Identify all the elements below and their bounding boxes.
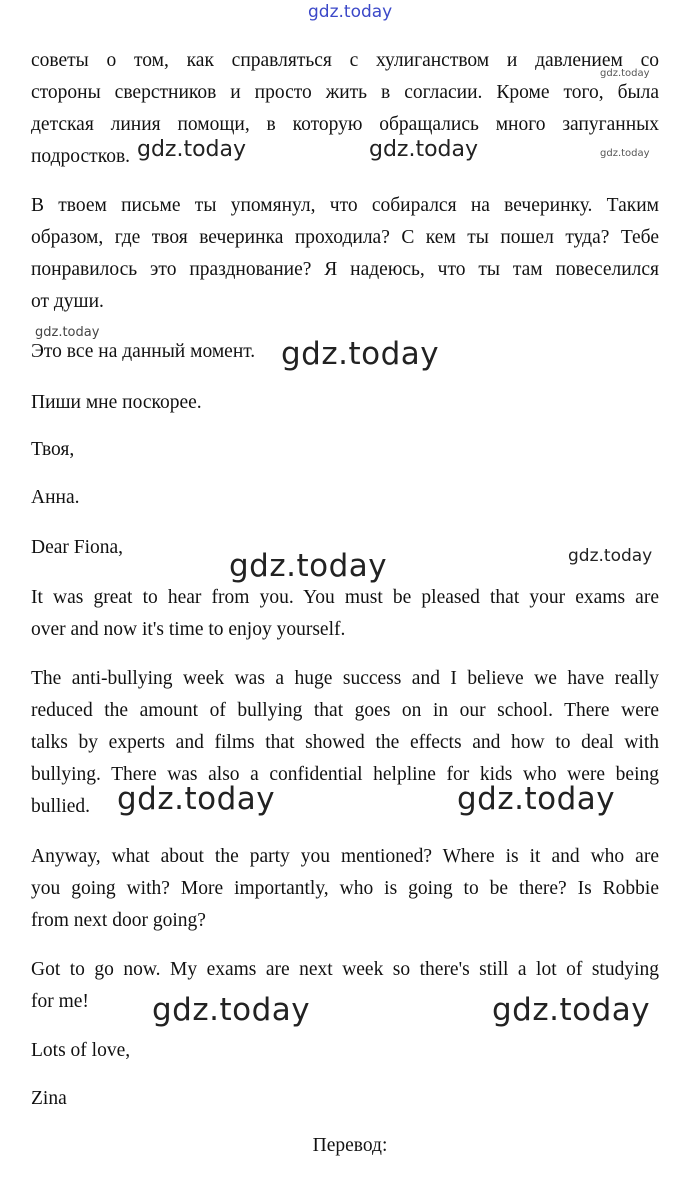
watermark: gdz.today	[117, 781, 276, 817]
en-p4-line-1: Got to go now. My exams are next week so there's still a lot of studying	[31, 959, 659, 980]
en-greeting: Dear Fiona,	[31, 537, 124, 558]
watermark: gdz.today	[229, 548, 388, 584]
en-paragraph-1	[31, 582, 659, 646]
ru-p2-line-2: образом, где твоя вечеринка проходила? С кем ты пошел туда? Тебе	[31, 227, 659, 248]
translation-heading: Перевод:	[312, 1135, 388, 1156]
ru-p1-line-2: стороны сверстников и просто жить в согласии. Кроме того, была	[31, 82, 659, 103]
ru-p2-line-3: понравилось это празднование? Я надеюсь, что ты там повеселился	[31, 259, 659, 280]
watermark: gdz.today	[35, 325, 100, 340]
en-p3-line-2: you going with? More importantly, who is going to be there? Is Robbie	[31, 878, 659, 899]
watermark: gdz.today	[457, 781, 616, 817]
en-paragraph-3	[31, 841, 659, 937]
ru-paragraph-3: Это все на данный момент.	[31, 341, 256, 362]
ru-p1-line-1: советы о том, как справляться с хулиганством и давлением со	[31, 50, 659, 71]
ru-p1-line-4: подростков.	[31, 146, 131, 167]
watermark: gdz.today	[281, 336, 440, 372]
ru-sign-1: Твоя,	[31, 439, 75, 460]
watermark: gdz.today	[600, 148, 650, 159]
en-p1-line-2: over and now it's time to enjoy yourself.	[31, 619, 346, 640]
en-p2-line-5: bullied.	[31, 796, 91, 817]
en-p2-line-3: talks by experts and films that showed the effects and how to deal with	[31, 732, 659, 753]
ru-p2-line-4: от души.	[31, 291, 104, 312]
watermark: gdz.today	[492, 992, 651, 1028]
ru-sign-2: Анна.	[31, 487, 80, 508]
ru-paragraph-1	[31, 45, 659, 173]
ru-p1-line-3: детская линия помощи, в которую обращались много запуганных	[31, 114, 659, 135]
en-p2-line-2: reduced the amount of bullying that goes on in our school. There were	[31, 700, 659, 721]
en-p4-line-2: for me!	[31, 991, 89, 1012]
watermark: gdz.today	[568, 546, 653, 566]
watermark: gdz.today	[369, 137, 479, 162]
ru-p2-line-1: В твоем письме ты упомянул, что собирался на вечеринку. Таким	[31, 195, 659, 216]
en-p2-line-4: bullying. There was also a confidential helpline for kids who were being	[31, 764, 659, 785]
watermark: gdz.today	[152, 992, 311, 1028]
en-p1-line-1: It was great to hear from you. You must be pleased that your exams are	[31, 587, 659, 608]
en-p3-line-1: Anyway, what about the party you mentioned? Where is it and who are	[31, 846, 659, 867]
en-name: Zina	[31, 1088, 67, 1109]
ru-paragraph-2	[31, 190, 659, 318]
en-signoff: Lots of love,	[31, 1040, 131, 1061]
watermark: gdz.today	[600, 68, 650, 79]
en-p3-line-3: from next door going?	[31, 910, 206, 931]
ru-paragraph-4: Пиши мне поскорее.	[31, 392, 202, 413]
watermark: gdz.today	[137, 137, 247, 162]
watermark-top: gdz.today	[308, 2, 393, 22]
en-p2-line-1: The anti-bullying week was a huge success and I believe we have really	[31, 668, 659, 689]
